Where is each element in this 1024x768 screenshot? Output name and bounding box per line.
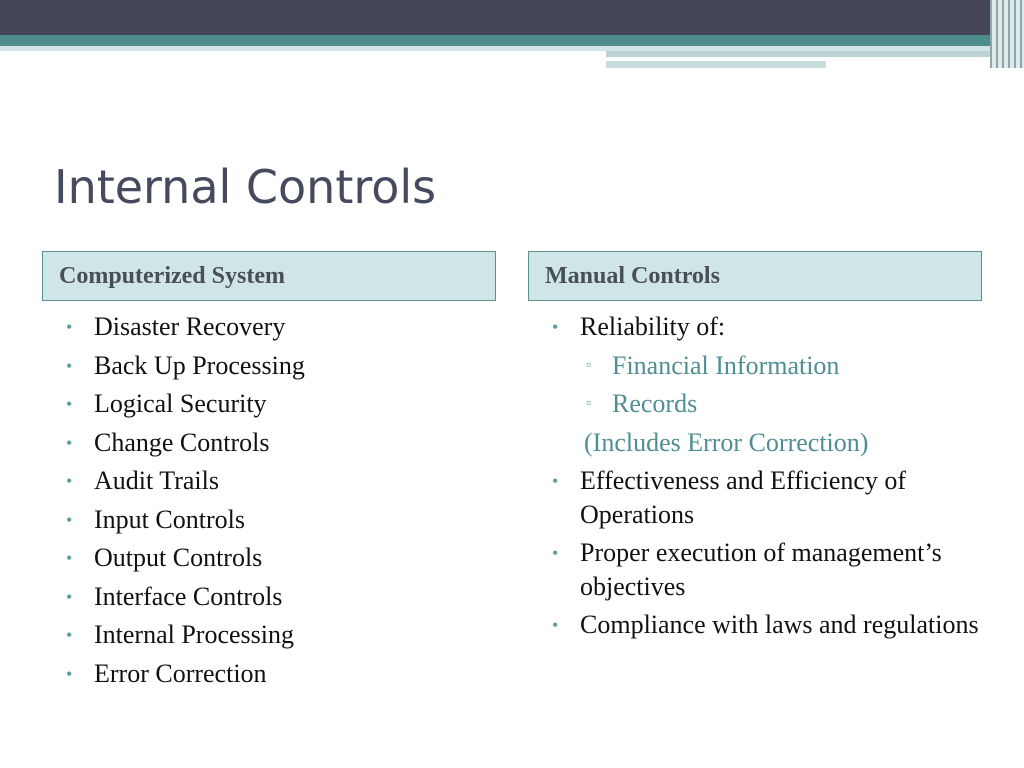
list-item (550, 608, 980, 642)
bullet-dot-icon: • (66, 625, 73, 645)
square-bullet-icon: ▫ (586, 357, 591, 373)
list-item-text: Change Controls (94, 427, 270, 457)
sub-list-item (550, 349, 980, 383)
header-strip (606, 61, 826, 68)
list-item-text: Audit Trails (94, 466, 219, 495)
list-item-text: Compliance with laws and regulations (580, 610, 979, 639)
square-bullet-icon: ▫ (586, 396, 591, 411)
list-item-text: Input Controls (94, 504, 245, 534)
column-header-manual-controls: Manual Controls (528, 251, 982, 301)
header-band-dark (0, 0, 1024, 35)
bullet-dot-icon: • (66, 317, 73, 337)
bullet-dot-icon: • (66, 471, 73, 491)
list-item-text: Output Controls (94, 543, 263, 572)
list-item (64, 503, 494, 537)
bullet-dot-icon: • (66, 432, 73, 453)
sub-list-item-text: Records (612, 389, 698, 418)
computerized-system-list (64, 310, 494, 695)
note-text: (Includes Error Correction) (584, 427, 869, 457)
list-item (550, 310, 980, 344)
manual-controls-list (550, 310, 980, 646)
list-item-text: Disaster Recovery (94, 312, 286, 341)
bullet-dot-icon: • (552, 471, 559, 491)
bullet-dot-icon: • (66, 586, 73, 607)
list-item (550, 536, 980, 604)
list-item (64, 541, 494, 575)
list-item-text: Interface Controls (94, 581, 283, 611)
header-strip (606, 57, 948, 60)
header-vertical-lines (990, 0, 1024, 68)
slide-title: Internal Controls (54, 160, 437, 214)
list-item (64, 464, 494, 498)
bullet-dot-icon: • (66, 548, 73, 568)
list-item (64, 580, 494, 614)
sub-list-item-text: Financial Information (612, 350, 840, 380)
list-item-text: Logical Security (94, 389, 267, 418)
list-item (64, 310, 494, 344)
bullet-dot-icon: • (66, 355, 73, 376)
list-item-text: Reliability of: (580, 312, 726, 341)
header-band-teal (0, 35, 1024, 46)
bullet-dot-icon: • (552, 317, 559, 337)
list-item-text: Internal Processing (94, 620, 295, 649)
list-item-text: Effectiveness and Efficiency of Operations (580, 466, 907, 529)
list-item (64, 657, 494, 691)
list-item (64, 618, 494, 652)
sub-list-item (550, 387, 980, 421)
column-header-computerized-system: Computerized System (42, 251, 496, 301)
list-item (550, 464, 980, 532)
list-item (64, 426, 494, 460)
list-item-text: Proper execution of management’s objectives (580, 538, 942, 601)
bullet-dot-icon: • (552, 543, 559, 563)
bullet-dot-icon: • (66, 509, 73, 530)
list-item-text: Error Correction (94, 658, 267, 688)
list-item (64, 349, 494, 383)
list-item-text: Back Up Processing (94, 350, 305, 380)
bullet-dot-icon: • (552, 615, 559, 635)
bullet-dot-icon: • (66, 663, 73, 684)
bullet-dot-icon: • (66, 394, 73, 414)
list-item (64, 387, 494, 421)
